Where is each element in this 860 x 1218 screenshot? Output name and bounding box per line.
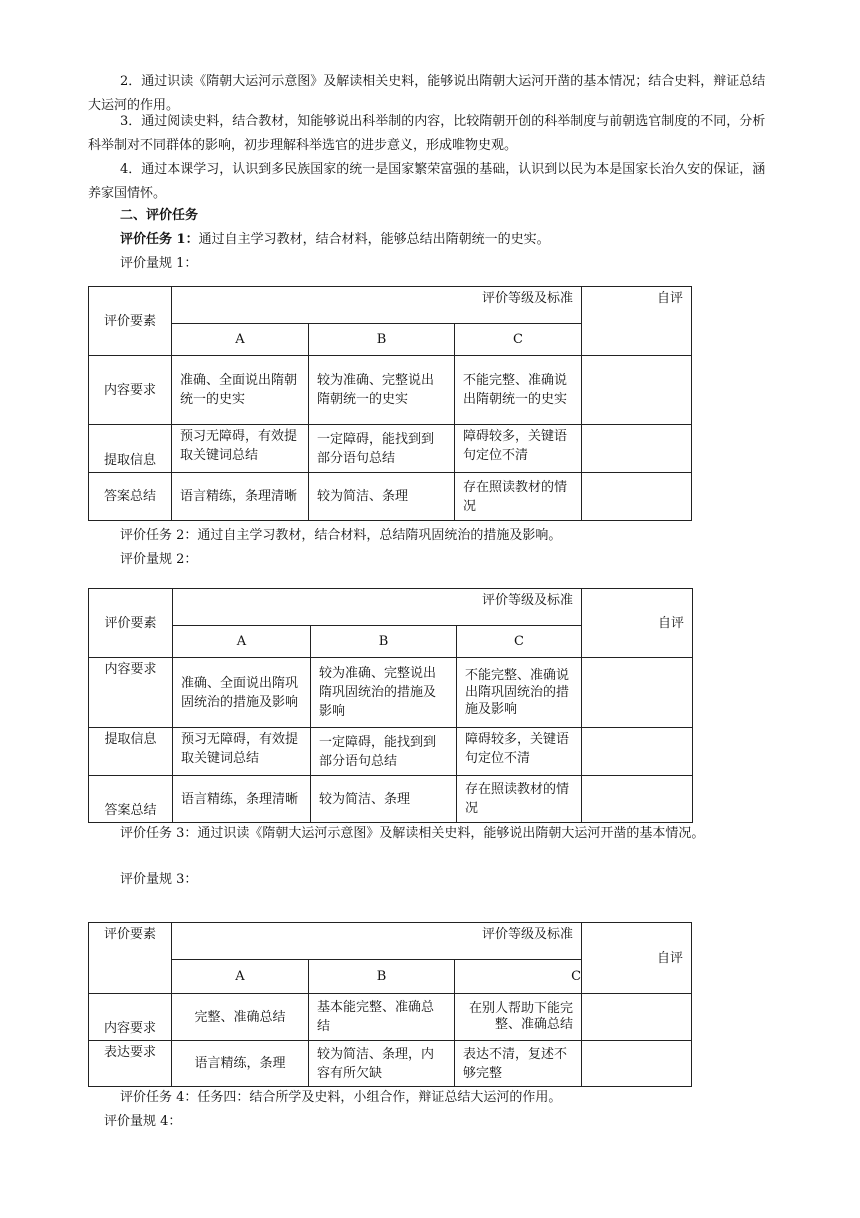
col-b-header: B [311,626,457,658]
col-b-header: B [309,324,455,356]
section-heading: 二、评价任务 [120,208,199,223]
cell-b: 较为准确、完整说出隋巩固统治的措施及影响 [311,658,457,728]
self-eval-cell[interactable] [582,356,692,425]
col-c-header: C [455,324,582,356]
self-eval-cell[interactable] [582,658,693,728]
col-a-header: A [172,960,309,994]
row-label: 内容要求 [89,994,172,1041]
cell-a: 语言精练，条理清晰 [173,776,311,823]
cell-c: 表达不清，复述不够完整 [455,1041,582,1087]
self-eval-header: 自评 [582,923,692,994]
self-eval-cell[interactable] [582,473,692,521]
task-1-text: 通过自主学习教材，结合材料，能够总结出隋朝统一的史实。 [198,232,550,247]
cell-c: 在别人帮助下能完整、准确总结 [455,994,582,1041]
task-3: 评价任务 3：通过识读《隋朝大运河示意图》及解读相关史料，能够说出隋朝大运河开凿的基本情况。 [120,826,705,841]
col-c-header: C [455,960,582,994]
row-label: 内容要求 [89,356,172,425]
rubric-1-label: 评价量规 1： [120,256,198,271]
col-b-header: B [309,960,455,994]
rubric-2-label: 评价量规 2： [120,552,198,567]
cell-a: 预习无障碍，有效提取关键词总结 [173,728,311,776]
self-eval-cell[interactable] [582,776,693,823]
self-eval-header: 自评 [582,287,692,356]
cell-b: 较为简洁、条理 [309,473,455,521]
cell-c: 存在照读教材的情况 [455,473,582,521]
rubric-4-label: 评价量规 4： [104,1114,182,1129]
cell-b: 一定障碍，能找到到部分语句总结 [309,425,455,473]
goal-4: 4．通过本课学习，认识到多民族国家的统一是国家繁荣富强的基础，认识到以民为本是国家长治久安的保证，涵养家国情怀。 [88,162,766,201]
cell-c: 障碍较多，关键语句定位不清 [455,425,582,473]
element-header: 评价要素 [89,589,173,658]
rubric-table-1 [88,286,692,521]
row-label: 提取信息 [89,425,172,473]
cell-b: 较为简洁、条理，内容有所欠缺 [309,1041,455,1087]
cell-c: 不能完整、准确说出隋巩固统治的措施及影响 [457,658,582,728]
self-eval-cell[interactable] [582,425,692,473]
col-a-header: A [173,626,311,658]
cell-a: 准确、全面说出隋巩固统治的措施及影响 [173,658,311,728]
row-label: 答案总结 [89,473,172,521]
self-eval-cell[interactable] [582,728,693,776]
cell-b: 基本能完整、准确总结 [309,994,455,1041]
row-label: 答案总结 [89,776,173,823]
grade-header: 评价等级及标准 [173,589,582,626]
row-label: 提取信息 [89,728,173,776]
grade-header: 评价等级及标准 [172,287,582,324]
cell-a: 完整、准确总结 [172,994,309,1041]
rubric-table-3 [88,922,692,1087]
grade-header: 评价等级及标准 [172,923,582,960]
goal-3: 3．通过阅读史料，结合教材，知能够说出科举制的内容，比较隋朝开创的科举制度与前朝选官制度的不同，分析科举制对不同群体的影响，初步理解科举选官的进步意义，形成唯物史观。 [88,114,766,153]
cell-a: 预习无障碍，有效提取关键词总结 [172,425,309,473]
cell-c: 存在照读教材的情况 [457,776,582,823]
task-4: 评价任务 4：任务四：结合所学及史料，小组合作，辩证总结大运河的作用。 [120,1090,562,1105]
cell-a: 准确、全面说出隋朝统一的史实 [172,356,309,425]
rubric-table-2 [88,588,693,823]
self-eval-cell[interactable] [582,994,692,1041]
self-eval-cell[interactable] [582,1041,692,1087]
row-label: 内容要求 [89,658,173,728]
row-label: 表达要求 [89,1041,172,1087]
task-1 [88,228,776,252]
task-1-lead: 评价任务 1： [120,232,199,247]
cell-b: 一定障碍，能找到到部分语句总结 [311,728,457,776]
cell-a: 语言精练，条理 [172,1041,309,1087]
cell-b: 较为准确、完整说出隋朝统一的史实 [309,356,455,425]
cell-a: 语言精练，条理清晰 [172,473,309,521]
cell-c: 不能完整、准确说出隋朝统一的史实 [455,356,582,425]
cell-c: 障碍较多，关键语句定位不清 [457,728,582,776]
col-a-header: A [172,324,309,356]
cell-b: 较为简洁、条理 [311,776,457,823]
self-eval-header: 自评 [582,589,693,658]
element-header: 评价要素 [89,287,172,356]
goal-2: 2．通过识读《隋朝大运河示意图》及解读相关史料，能够说出隋朝大运河开凿的基本情况；结合史料，辩证总结大运河的作用。 [88,74,766,113]
rubric-3-label: 评价量规 3： [120,872,198,887]
col-c-header: C [457,626,582,658]
task-2: 评价任务 2：通过自主学习教材，结合材料，总结隋巩固统治的措施及影响。 [120,528,562,543]
element-header: 评价要素 [89,923,172,994]
